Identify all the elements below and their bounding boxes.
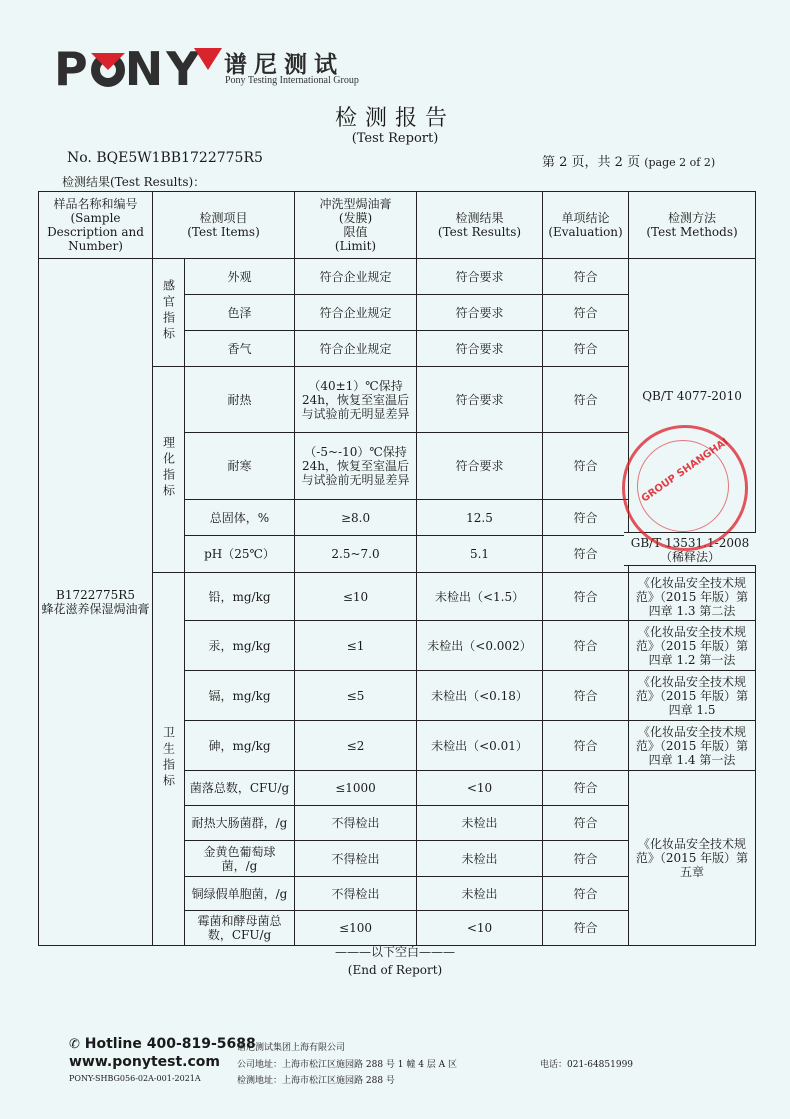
category-sensory-label: 感官指标 bbox=[161, 279, 176, 343]
footer-hotline-text: Hotline 400-819-5688 bbox=[84, 1036, 256, 1052]
eval-cell: 符合 bbox=[543, 573, 629, 621]
eval-cell: 符合 bbox=[543, 331, 629, 367]
end-of-report-cn: ———以下空白——— bbox=[334, 945, 455, 959]
eval-cell: 符合 bbox=[543, 295, 629, 331]
item-cell: 砷，mg/kg bbox=[185, 721, 295, 771]
header-sample-en2: Description and bbox=[47, 225, 144, 239]
header-limit-en: (Limit) bbox=[334, 239, 377, 253]
item-cell: 外观 bbox=[185, 259, 295, 295]
result-cell: <10 bbox=[417, 911, 543, 946]
limit-cell: ≤10 bbox=[295, 573, 417, 621]
item-cell: 金黄色葡萄球菌，/g bbox=[185, 841, 295, 877]
end-of-report-en: (End of Report) bbox=[347, 963, 443, 977]
limit-cell: 不得检出 bbox=[295, 806, 417, 841]
eval-cell: 符合 bbox=[543, 621, 629, 671]
item-cell: 铅，mg/kg bbox=[185, 573, 295, 621]
eval-cell: 符合 bbox=[543, 806, 629, 841]
eval-cell: 符合 bbox=[543, 841, 629, 877]
header-sample bbox=[39, 192, 153, 259]
report-title-cn: 检测报告 bbox=[334, 106, 455, 131]
result-cell: 12.5 bbox=[417, 500, 543, 536]
result-cell: <10 bbox=[417, 771, 543, 806]
item-cell: 霉菌和酵母菌总数，CFU/g bbox=[185, 911, 295, 946]
report-title-en: (Test Report) bbox=[351, 131, 439, 146]
method-gbt-label: GB/T 13531.1-2008（稀释法） bbox=[624, 532, 756, 566]
result-cell: 符合要求 bbox=[417, 295, 543, 331]
sample-name: 蜂花滋养保湿焗油膏 bbox=[41, 602, 150, 616]
results-table bbox=[38, 191, 756, 946]
logo-english: Pony Testing International Group bbox=[225, 75, 359, 86]
limit-cell: 不得检出 bbox=[295, 877, 417, 911]
result-cell: 未检出（<0.18） bbox=[417, 671, 543, 721]
result-cell: 未检出 bbox=[417, 806, 543, 841]
limit-cell: ≤2 bbox=[295, 721, 417, 771]
eval-cell: 符合 bbox=[543, 771, 629, 806]
method-cell: 《化妆品安全技术规范》（2015 年版）第四章 1.3 第二法 bbox=[629, 573, 756, 621]
item-cell: 铜绿假单胞菌，/g bbox=[185, 877, 295, 911]
page-info-en: (page 2 of 2) bbox=[644, 156, 716, 169]
table-header-row bbox=[39, 192, 756, 259]
page-info bbox=[542, 151, 715, 170]
header-sample-en3: Number) bbox=[68, 239, 123, 253]
result-cell: 未检出 bbox=[417, 877, 543, 911]
header-limit-cn2: (发膜) bbox=[338, 211, 373, 225]
logo-chinese: 谱尼测试 bbox=[224, 52, 344, 78]
method-cell: 《化妆品安全技术规范》（2015 年版）第四章 1.2 第一法 bbox=[629, 621, 756, 671]
report-number: No. BQE5W1BB1722775R5 bbox=[67, 150, 263, 166]
sample-id: B1722775R5 bbox=[56, 588, 135, 602]
official-seal-text: GROUP SHANGHAI bbox=[639, 436, 731, 505]
phone-icon: ✆ bbox=[69, 1037, 80, 1052]
item-cell: 耐热大肠菌群，/g bbox=[185, 806, 295, 841]
limit-cell: 符合企业规定 bbox=[295, 331, 417, 367]
category-sensory bbox=[153, 259, 185, 367]
header-results-en: (Test Results) bbox=[437, 225, 522, 239]
method-text: QB/T 4077-2010 bbox=[642, 389, 742, 403]
logo-wordmark: P NY bbox=[54, 42, 203, 96]
eval-cell: 符合 bbox=[543, 367, 629, 433]
eval-cell: 符合 bbox=[543, 877, 629, 911]
header-eval-cn: 单项结论 bbox=[561, 211, 610, 225]
header-methods-en: (Test Methods) bbox=[646, 225, 738, 239]
eval-cell: 符合 bbox=[543, 721, 629, 771]
result-cell: 未检出（<0.01） bbox=[417, 721, 543, 771]
item-cell: 耐热 bbox=[185, 367, 295, 433]
header-items-cn: 检测项目 bbox=[199, 211, 248, 225]
item-cell: pH（25℃） bbox=[185, 536, 295, 573]
eval-cell: 符合 bbox=[543, 671, 629, 721]
limit-cell: （-5~-10）℃保持24h，恢复至室温后与试验前无明显差异 bbox=[295, 433, 417, 500]
header-sample-en1: (Sample bbox=[70, 211, 121, 225]
page-info-cn: 第 2 页，共 2 页 bbox=[542, 155, 641, 170]
eval-cell: 符合 bbox=[543, 500, 629, 536]
limit-cell: 符合企业规定 bbox=[295, 259, 417, 295]
limit-cell: ≤1 bbox=[295, 621, 417, 671]
eval-cell: 符合 bbox=[543, 536, 629, 573]
logo-red-triangle bbox=[194, 48, 222, 70]
method-cell: 《化妆品安全技术规范》（2015 年版）第四章 1.4 第一法 bbox=[629, 721, 756, 771]
result-cell: 5.1 bbox=[417, 536, 543, 573]
header-sample-cn: 样品名称和编号 bbox=[53, 197, 138, 211]
limit-cell: 2.5~7.0 bbox=[295, 536, 417, 573]
item-cell: 汞，mg/kg bbox=[185, 621, 295, 671]
table-row bbox=[39, 259, 756, 295]
footer-address-company: 公司地址：上海市松江区施园路 288 号 1 幢 4 层 A 区 bbox=[237, 1060, 458, 1070]
footer-doc-id: PONY-SHBG056-02A-001-2021A bbox=[69, 1074, 201, 1083]
header-results-cn: 检测结果 bbox=[455, 211, 504, 225]
eval-cell: 符合 bbox=[543, 433, 629, 500]
footer-website: www.ponytest.com bbox=[69, 1054, 220, 1070]
header-results bbox=[417, 192, 543, 259]
limit-cell: （40±1）℃保持24h，恢复至室温后与试验前无明显差异 bbox=[295, 367, 417, 433]
header-methods-cn: 检测方法 bbox=[668, 211, 717, 225]
limit-cell: ≤5 bbox=[295, 671, 417, 721]
eval-cell: 符合 bbox=[543, 911, 629, 946]
header-items-en: (Test Items) bbox=[187, 225, 260, 239]
category-physchem bbox=[153, 367, 185, 573]
category-hygiene bbox=[153, 573, 185, 946]
result-cell: 符合要求 bbox=[417, 331, 543, 367]
header-limit-cn1: 冲洗型焗油膏 bbox=[319, 197, 392, 211]
sample-cell bbox=[39, 259, 153, 946]
header-eval-en: (Evaluation) bbox=[548, 225, 623, 239]
item-cell: 总固体，% bbox=[185, 500, 295, 536]
limit-cell: ≤1000 bbox=[295, 771, 417, 806]
item-cell: 色泽 bbox=[185, 295, 295, 331]
method-cell bbox=[629, 771, 756, 946]
result-cell: 符合要求 bbox=[417, 259, 543, 295]
limit-cell: ≥8.0 bbox=[295, 500, 417, 536]
result-cell: 符合要求 bbox=[417, 367, 543, 433]
footer-hotline bbox=[69, 1036, 256, 1052]
result-cell: 未检出（<0.002） bbox=[417, 621, 543, 671]
result-cell: 符合要求 bbox=[417, 433, 543, 500]
footer-phone: 电话：021-64851999 bbox=[540, 1060, 634, 1070]
result-cell: 未检出（<1.5） bbox=[417, 573, 543, 621]
item-cell: 镉，mg/kg bbox=[185, 671, 295, 721]
result-cell: 未检出 bbox=[417, 841, 543, 877]
category-physchem-label: 理化指标 bbox=[161, 436, 176, 500]
footer-company: 谱尼测试集团上海有限公司 bbox=[237, 1043, 346, 1053]
item-cell: 香气 bbox=[185, 331, 295, 367]
limit-cell: 不得检出 bbox=[295, 841, 417, 877]
method-cell: 《化妆品安全技术规范》（2015 年版）第四章 1.5 bbox=[629, 671, 756, 721]
method-text: 《化妆品安全技术规范》（2015 年版）第五章 bbox=[635, 837, 749, 879]
limit-cell: ≤100 bbox=[295, 911, 417, 946]
header-evaluation bbox=[543, 192, 629, 259]
header-methods bbox=[629, 192, 756, 259]
results-label: 检测结果(Test Results)： bbox=[62, 175, 206, 189]
category-hygiene-label: 卫生指标 bbox=[161, 725, 176, 790]
header-items bbox=[153, 192, 295, 259]
footer-address-lab: 检测地址：上海市松江区施园路 288 号 bbox=[237, 1076, 395, 1086]
eval-cell: 符合 bbox=[543, 259, 629, 295]
header-limit-cn3: 限值 bbox=[343, 225, 368, 239]
header-limit bbox=[295, 192, 417, 259]
item-cell: 菌落总数，CFU/g bbox=[185, 771, 295, 806]
limit-cell: 符合企业规定 bbox=[295, 295, 417, 331]
item-cell: 耐寒 bbox=[185, 433, 295, 500]
